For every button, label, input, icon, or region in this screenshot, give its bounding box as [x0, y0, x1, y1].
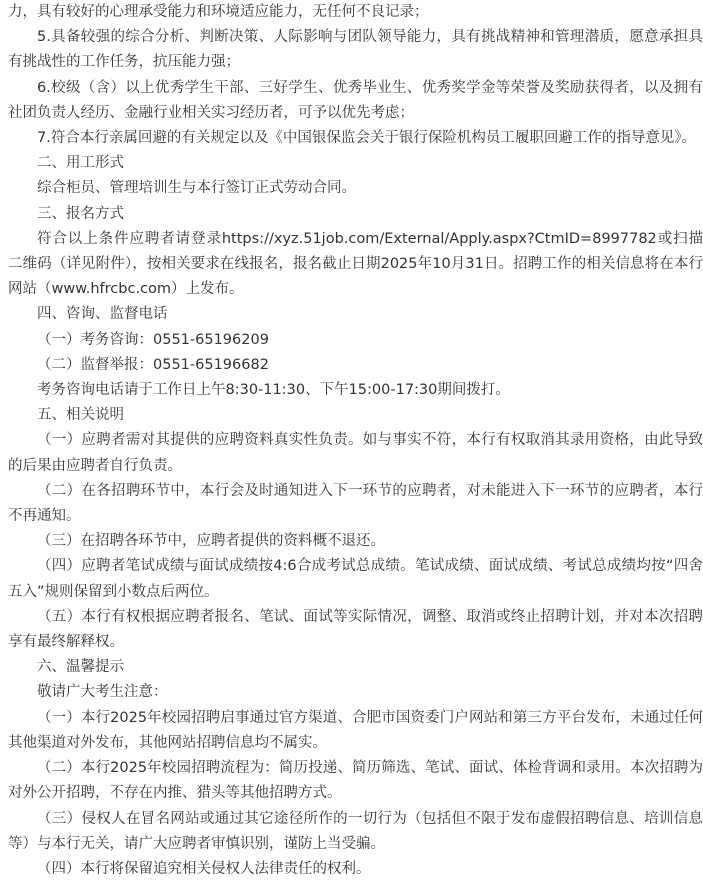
- heading-section-3-application-method: 三、报名方式: [37, 205, 124, 222]
- paragraph-condition-5: 5.具备较强的综合分析、判断决策、人际影响与团队领导能力，具有挑战精神和管理潜质，愿意承担具有挑战性的工作任务，抗压能力强；: [8, 29, 703, 71]
- paragraph-condition-6: 6.校级（含）以上优秀学生干部、三好学生、优秀毕业生、优秀奖学金等荣誉及奖励获得者，以及拥有社团负责人经历、金融行业相关实习经历者，可予以优先考虑；: [8, 79, 703, 121]
- paragraph-tip-4: （四）本行将保留追究相关侵权人法律责任的权利。: [37, 860, 371, 877]
- paragraph-condition-4-continued: 力，具有较好的心理承受能力和环境适应能力，无任何不良记录；: [8, 4, 429, 20]
- paragraph-note-5: （五）本行有权根据应聘者报名、笔试、面试等实际情况，调整、取消或终止招聘计划，并对本次招聘享有最终解释权。: [8, 608, 703, 651]
- heading-section-6-tips: 六、温馨提示: [37, 659, 124, 676]
- paragraph-tip-1: （一）本行2025年校园招聘启事通过官方渠道、合肥市国资委门户网站和第三方平台发布，未通过任何其他渠道对外发布，其他网站招聘信息均不属实。: [8, 709, 703, 751]
- paragraph-note-2: （二）在各招聘环节中，本行会及时通知进入下一环节的应聘者，对未能进入下一环节的应聘者，本行不再通知。: [8, 482, 703, 525]
- paragraph-note-4: （四）应聘者笔试成绩与面试成绩按4:6合成考试总成绩。笔试成绩、面试成绩、考试总成绩均按“四舍五入”规则保留到小数点后两位。: [8, 558, 703, 600]
- paragraph-tips-intro: 敬请广大考生注意：: [37, 684, 168, 701]
- paragraph-phone-hours: 考务咨询电话请于工作日上午8:30-11:30、下午15:00-17:30期间拨打。: [37, 382, 510, 399]
- paragraph-condition-7: 7.符合本行亲属回避的有关规定以及《中国银保监会关于银行保险机构员工履职回避工作的指导意见》。: [37, 130, 697, 147]
- paragraph-application-instructions: 符合以上条件应聘者请登录https://xyz.51job.com/External/Apply.aspx?CtmID=8997782或扫描二维码（详见附件），按相关要求在线报名，报名截止日期2025年10月31日。招聘工作的相关信息将在本行网站（www.hfrcbc.com）上发布。: [8, 230, 703, 298]
- heading-section-4-contact-phones: 四、咨询、监督电话: [37, 306, 168, 323]
- paragraph-tip-2: （二）本行2025年校园招聘流程为：简历投递、简历筛选、笔试、面试、体检背调和录用。本次招聘为对外公开招聘，不存在内推、猎头等其他招聘方式。: [8, 760, 703, 802]
- paragraph-supervision-phone: （二）监督举报：0551-65196682: [37, 356, 269, 373]
- paragraph-tip-3: （三）侵权人在冒名网站或通过其它途径所作的一切行为（包括但不限于发布虚假招聘信息、培训信息等）与本行无关，请广大应聘者审慎识别，谨防上当受骗。: [8, 810, 703, 852]
- paragraph-note-1: （一）应聘者需对其提供的应聘资料真实性负责。如与事实不符，本行有权取消其录用资格，由此导致的后果由应聘者自行负责。: [8, 432, 703, 474]
- heading-section-2-employment-type: 二、用工形式: [37, 155, 124, 172]
- paragraph-employment-contract: 综合柜员、管理培训生与本行签订正式劳动合同。: [37, 180, 356, 197]
- paragraph-exam-consult-phone: （一）考务咨询：0551-65196209: [37, 331, 269, 348]
- paragraph-note-3: （三）在招聘各环节中，应聘者提供的资料概不退还。: [37, 533, 385, 550]
- heading-section-5-notes: 五、相关说明: [37, 407, 124, 424]
